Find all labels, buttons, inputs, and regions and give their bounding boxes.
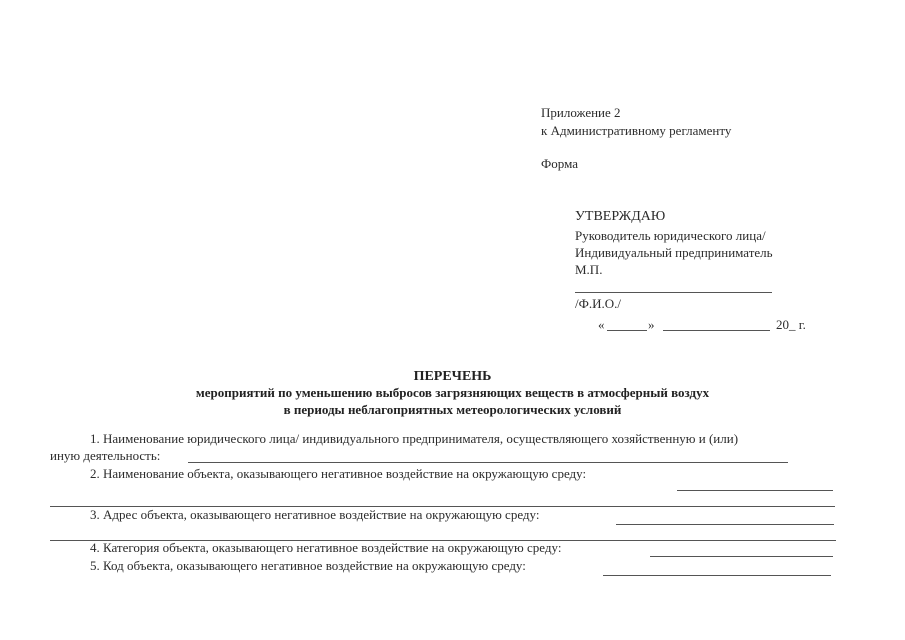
date-quote-close: »	[648, 317, 655, 332]
date-year: 20_ г.	[776, 317, 806, 332]
document-subtitle-2: в периоды неблагоприятных метеорологических условий	[283, 402, 622, 417]
field-4-line	[650, 556, 833, 557]
field-5-label: 5. Код объекта, оказывающего негативное воздействие на окружающую среду:	[90, 558, 526, 573]
field-3-label: 3. Адрес объекта, оказывающего негативное воздействие на окружающую среду:	[90, 507, 540, 522]
document-title: ПЕРЕЧЕНЬ	[413, 369, 492, 384]
field-5-line	[603, 575, 831, 576]
form-label: Форма	[541, 156, 578, 171]
date-quote-open: «	[598, 317, 605, 332]
approve-heading: УТВЕРЖДАЮ	[575, 209, 666, 224]
fio-label: /Ф.И.О./	[575, 296, 622, 311]
signature-line	[575, 292, 772, 293]
appendix-label: Приложение 2	[541, 105, 621, 120]
field-4-label: 4. Категория объекта, оказывающего негативное воздействие на окружающую среду:	[90, 540, 562, 555]
date-day-line	[607, 330, 647, 331]
field-2-label: 2. Наименование объекта, оказывающего негативное воздействие на окружающую среду:	[90, 466, 587, 481]
seal-label: М.П.	[575, 262, 603, 277]
document-subtitle-1: мероприятий по уменьшению выбросов загрязняющих веществ в атмосферный воздух	[195, 385, 710, 400]
field-1-line	[188, 462, 788, 463]
approver-line-1: Руководитель юридического лица/	[575, 228, 766, 243]
date-month-line	[663, 330, 770, 331]
field-3-line	[616, 524, 834, 525]
approver-line-2: Индивидуальный предприниматель	[575, 245, 773, 260]
regulation-label: к Административному регламенту	[541, 123, 732, 138]
field-2-line	[677, 490, 833, 491]
field-1-label-cont: иную деятельность:	[50, 448, 161, 463]
field-1-label: 1. Наименование юридического лица/ индивидуального предпринимателя, осуществляющего хозяйственную и (или)	[90, 431, 739, 446]
